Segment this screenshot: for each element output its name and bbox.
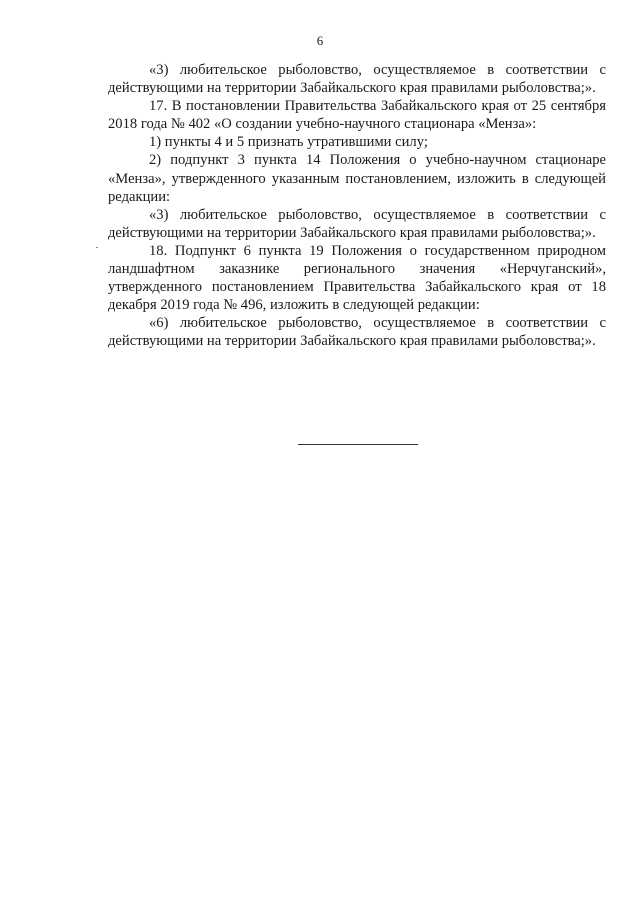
paragraph-subitem-2: 2) подпункт 3 пункта 14 Положения о учебно-научном стационаре «Менза», утвержденного указанным постановлением, изложить в следующей редакции: <box>108 152 606 205</box>
paragraph-subitem-1: 1) пункты 4 и 5 признать утратившими силу; <box>149 134 428 151</box>
end-separator-line <box>298 444 418 445</box>
paragraph-amendment-6: «6) любительское рыболовство, осуществляемое в соответствии с действующими на территории Забайкальского края правилами рыболовства;». <box>108 315 606 350</box>
paragraph-amendment-3-menza: «3) любительское рыболовство, осуществляемое в соответствии с действующими на территории Забайкальского края правилами рыболовства;». <box>108 206 606 241</box>
document-body <box>108 61 606 351</box>
paragraph-amendment-3: «3) любительское рыболовство, осуществляемое в соответствии с действующими на территории Забайкальского края правилами рыболовства;». <box>108 62 606 97</box>
scan-speck <box>96 247 98 248</box>
paragraph-item-17: 17. В постановлении Правительства Забайкальского края от 25 сентября 2018 года № 402 «О создании учебно-научного стационара «Менза»: <box>108 98 606 133</box>
paragraph-item-18: 18. Подпункт 6 пункта 19 Положения о государственном природном ландшафтном заказнике регионального значения «Нерчуганский», утвержденного постановлением Правительства Забайкальского края от 18 декабря 2019 года № 496, изложить в следующей редакции: <box>108 242 606 314</box>
page-number: 6 <box>316 33 324 48</box>
